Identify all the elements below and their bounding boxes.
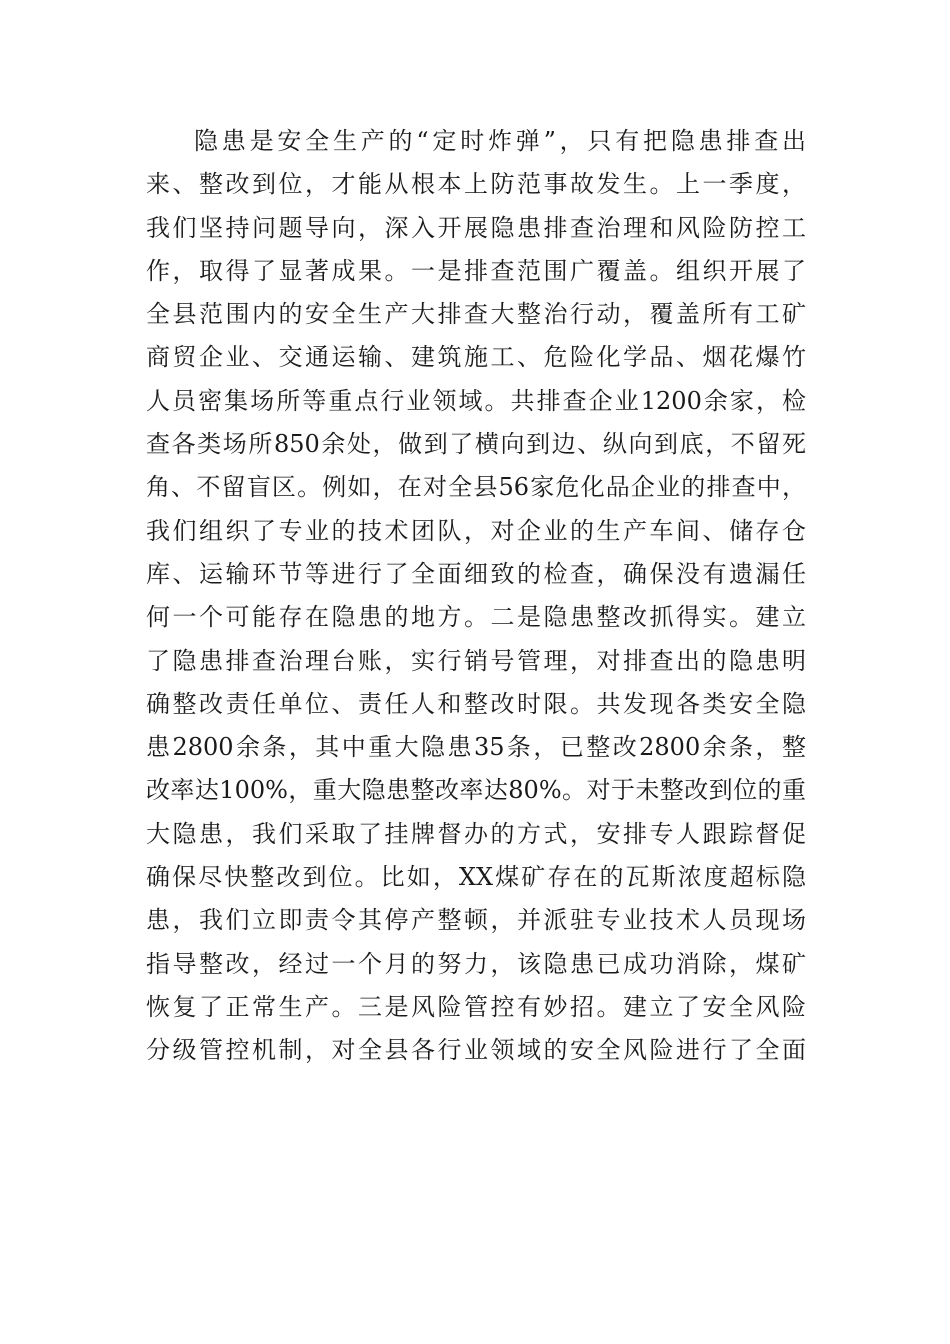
text-line: 来、整改到位，才能从根本上防范事故发生。上一季度，	[146, 170, 806, 199]
text-line: 恢复了正常生产。三是风险管控有妙招。建立了安全风险	[146, 992, 806, 1021]
text-line: 隐患是安全生产的“定时炸弹”，只有把隐患排查出	[194, 127, 806, 155]
text-line: 何一个可能存在隐患的地方。二是隐患整改抓得实。建立	[146, 603, 806, 632]
text-line: 改率达100%，重大隐患整改率达80%。对于未整改到位的重	[146, 776, 806, 805]
text-line: 角、不留盲区。例如，在对全县56家危化品企业的排查中，	[146, 473, 806, 502]
text-line: 我们坚持问题导向，深入开展隐患排查治理和风险防控工	[146, 213, 806, 242]
text-line: 库、运输环节等进行了全面细致的检查，确保没有遗漏任	[146, 559, 806, 588]
text-line: 作，取得了显著成果。一是排查范围广覆盖。组织开展了	[146, 256, 806, 285]
text-line: 指导整改，经过一个月的努力，该隐患已成功消除，煤矿	[146, 949, 806, 978]
text-line: 患2800余条，其中重大隐患35条，已整改2800余条，整	[146, 733, 806, 762]
text-line: 确保尽快整改到位。比如，XX煤矿存在的瓦斯浓度超标隐	[146, 863, 806, 892]
text-line: 全县范围内的安全生产大排查大整治行动，覆盖所有工矿	[146, 300, 806, 329]
text-line: 我们组织了专业的技术团队，对企业的生产车间、储存仓	[146, 516, 806, 545]
body-paragraph	[146, 120, 806, 1073]
text-line: 了隐患排查治理台账，实行销号管理，对排查出的隐患明	[146, 646, 806, 675]
text-line: 分级管控机制，对全县各行业领域的安全风险进行了全面	[146, 1036, 806, 1065]
text-line: 患，我们立即责令其停产整顿，并派驻专业技术人员现场	[146, 906, 806, 935]
text-line: 大隐患，我们采取了挂牌督办的方式，安排专人跟踪督促	[146, 819, 806, 848]
text-line: 人员密集场所等重点行业领域。共排查企业1200余家，检	[146, 386, 806, 415]
text-line: 商贸企业、交通运输、建筑施工、危险化学品、烟花爆竹	[146, 343, 806, 372]
text-line: 确整改责任单位、责任人和整改时限。共发现各类安全隐	[146, 689, 806, 718]
text-line: 查各类场所850余处，做到了横向到边、纵向到底，不留死	[146, 430, 806, 459]
